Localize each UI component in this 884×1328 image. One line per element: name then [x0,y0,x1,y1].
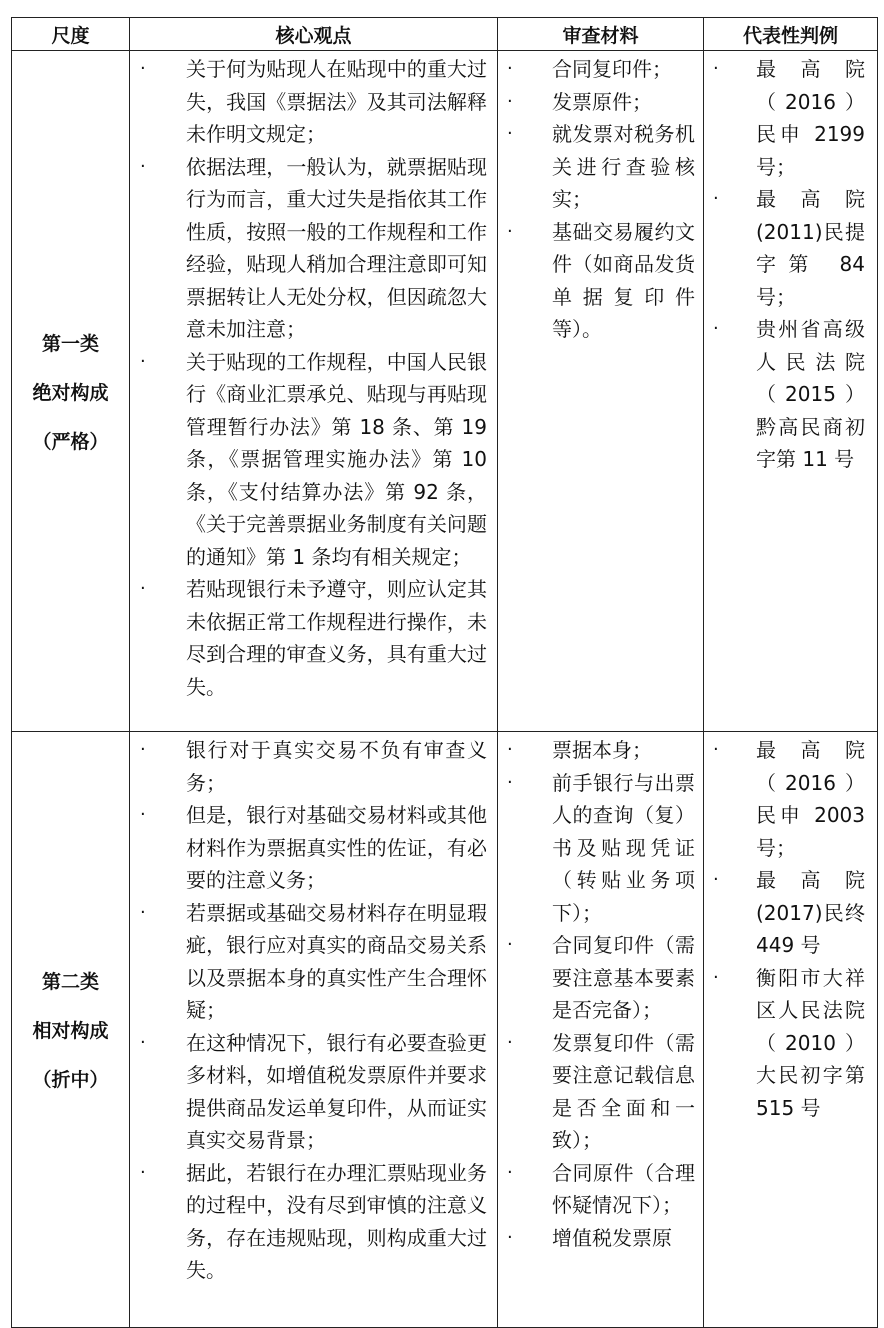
review-materials-cell [498,51,704,732]
header-row [12,18,878,51]
bullet-icon: · [140,901,146,923]
bullet-icon: · [713,58,719,79]
dimension-cell [12,51,130,732]
list-item: · 关于何为贴现人在贴现中的重大过失，我国《票据法》及其司法解释未作明文规定； [130,53,497,151]
list-item: · 依据法理，一般认为，就票据贴现行为而言，重大过失是指依其工作性质，按照一般的工作规程和工作经验，贴现人稍加合理注意即可知票据转让人无处分权，但因疏忽大意未加注意； [130,151,497,346]
list-item: · 合同复印件； [498,53,703,86]
dimension-note: （严格） [32,430,109,453]
bullet-icon: · [507,58,513,79]
list-item: · 发票复印件（需要注意记载信息是否全面和一致）； [498,1027,703,1157]
header-review-materials: 审查材料 [498,18,704,51]
dimension-type: 相对构成 [32,1020,109,1042]
review-materials-cell [498,732,704,1328]
list-item: · 衡阳市大祥区人民法院（2010）大民初字第 515 号 [704,962,877,1125]
list-item: · 前手银行与出票人的查询（复）书及贴现凭证（转贴业务项下）； [498,767,703,930]
list-item: · 增值税发票原 [498,1222,703,1255]
list-item: · 最高院(2011)民提字第 84 号； [704,183,877,313]
list-item: · 就发票对税务机关进行查验核实； [498,118,703,216]
bullet-icon: · [507,771,513,793]
list-item: · 若贴现银行未予遵守，则应认定其未依据正常工作规程进行操作，未尽到合理的审查义务，具有重大过失。 [130,573,497,703]
bullet-icon: · [713,188,719,209]
bullet-icon: · [140,350,146,372]
representative-cases-cell [704,732,878,1328]
dimension-cell [12,732,130,1328]
list-item: · 基础交易履约文件（如商品发货单据复印件等）。 [498,216,703,346]
core-views-cell [130,51,498,732]
bullet-icon: · [140,155,146,177]
bullet-icon: · [507,934,513,955]
header-representative-cases: 代表性判例 [704,18,878,51]
bullet-icon: · [140,804,146,825]
list-item: · 若票据或基础交易材料存在明显瑕疵，银行应对真实的商品交易关系以及票据本身的真实性产生合理怀疑； [130,897,497,1027]
list-item: · 合同复印件（需要注意基本要素是否完备）； [498,929,703,1027]
list-item: · 最高院（2016）民申 2003 号； [704,734,877,864]
dimension-type: 绝对构成 [32,381,109,404]
bullet-icon: · [507,739,513,760]
dimension-category: 第二类 [41,971,99,993]
list-item: · 发票原件； [498,86,703,119]
list-item: · 贵州省高级人民法院（2015）黔高民商初字第 11 号 [704,313,877,476]
list-item: · 最高院（2016）民申 2199 号； [704,53,877,183]
bullet-icon: · [713,318,719,339]
header-core-views: 核心观点 [130,18,498,51]
list-item: · 在这种情况下，银行有必要查验更多材料，如增值税发票原件并要求提供商品发运单复印件，从而证实真实交易背景； [130,1027,497,1157]
bullet-icon: · [140,578,146,599]
header-dimension: 尺度 [12,18,130,51]
dimension-note: （折中） [32,1069,109,1091]
list-item: · 关于贴现的工作规程，中国人民银行《商业汇票承兑、贴现与再贴现管理暂行办法》第 18 条、第 19 条，《票据管理实施办法》第 10 条，《支付结算办法》第 92 条，《关于完善票据业务制度有关问题的通知》第 1 条均有相关规定； [130,346,497,574]
core-views-cell [130,732,498,1328]
list-item: · 合同原件（合理怀疑情况下）； [498,1157,703,1222]
bullet-icon: · [507,1031,513,1053]
comparison-table [11,17,878,1328]
table-row [12,51,878,732]
bullet-icon: · [507,90,513,112]
bullet-icon: · [713,966,719,988]
table-row [12,732,878,1328]
list-item: · 但是，银行对基础交易材料或其他材料作为票据真实性的佐证，有必要的注意义务； [130,799,497,897]
list-item: · 银行对于真实交易不负有审查义务； [130,734,497,799]
list-item: · 最高院(2017)民终 449 号 [704,864,877,962]
bullet-icon: · [507,1226,513,1248]
list-item: · 据此，若银行在办理汇票贴现业务的过程中，没有尽到审慎的注意义务，存在违规贴现，则构成重大过失。 [130,1157,497,1287]
bullet-icon: · [140,1031,146,1053]
bullet-icon: · [507,220,513,242]
dimension-category: 第一类 [41,332,99,355]
bullet-icon: · [507,123,513,144]
bullet-icon: · [713,869,719,890]
list-item: · 票据本身； [498,734,703,767]
bullet-icon: · [140,1161,146,1183]
bullet-icon: · [140,739,146,760]
bullet-icon: · [713,739,719,760]
representative-cases-cell [704,51,878,732]
bullet-icon: · [140,58,146,79]
bullet-icon: · [507,1161,513,1183]
